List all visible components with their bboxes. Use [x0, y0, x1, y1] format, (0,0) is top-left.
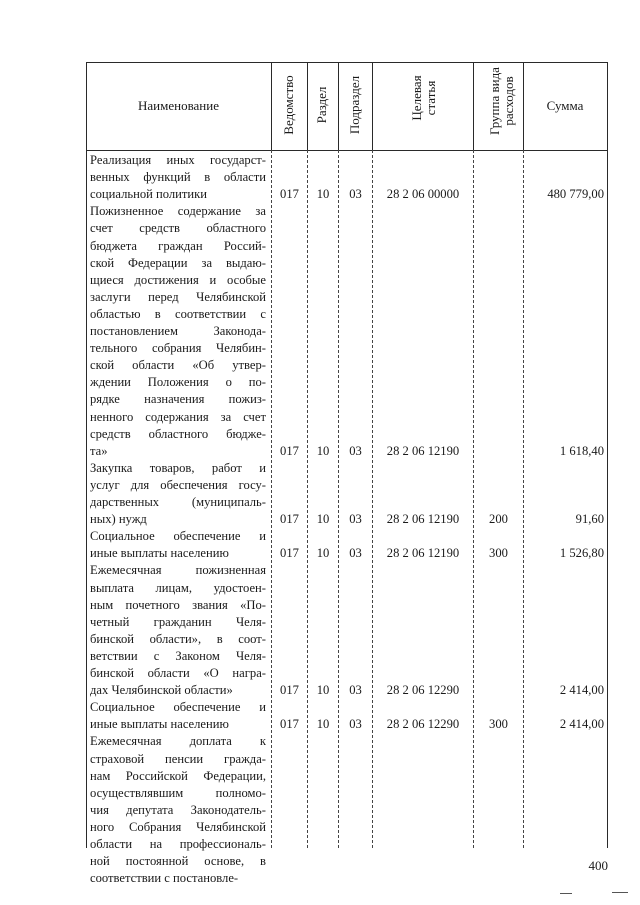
scan-mark: [612, 892, 628, 893]
row-name-line: щиеся достижения и особые: [90, 272, 266, 287]
row-summa: 480 779,00: [547, 187, 604, 202]
row-name-line: осуществлявшим полномо-: [90, 785, 266, 800]
row-name-line: услуг для обеспечения госу-: [90, 477, 266, 492]
row-podrazdel: 03: [349, 717, 362, 732]
row-name-line: чия депутата Законодатель-: [90, 802, 266, 817]
row-name-line: выплата лицам, удостоен-: [90, 580, 266, 595]
row-podrazdel: 03: [349, 443, 362, 458]
page-number: 400: [588, 858, 608, 873]
header-podrazdel: Подраздел: [347, 75, 362, 135]
row-name-line: ных) нужд: [90, 512, 147, 527]
header-name-label: Наименование: [138, 98, 219, 113]
budget-table: [86, 62, 608, 886]
row-name-line: постановлением Законода-: [90, 324, 266, 338]
row-gruppa: 300: [489, 546, 508, 561]
header-summa-label: Сумма: [546, 98, 584, 113]
row-name-line: Ежемесячная пожизненная: [90, 563, 266, 578]
row-celevaya: 28 2 06 00000: [386, 187, 460, 202]
row-podrazdel: 03: [349, 546, 362, 561]
row-name-line: Социальное обеспечение и: [90, 700, 266, 715]
row-celevaya: 28 2 06 12290: [386, 717, 460, 732]
row-name-line: Ежемесячная доплата к: [90, 734, 266, 749]
header-bottom-border: [86, 150, 608, 151]
row-name-line: иные выплаты населению: [90, 546, 229, 561]
scan-mark: [560, 893, 572, 894]
row-name-line: ного Собрания Челябинской: [90, 819, 266, 834]
row-name-line: ской области «Об утвер-: [90, 358, 266, 373]
header-celevaya-1: Целевая: [409, 75, 424, 121]
header-divider: [372, 62, 373, 150]
row-razdel: 10: [316, 717, 330, 732]
row-summa: 91,60: [575, 512, 604, 527]
row-name-line: венных функций в области: [90, 170, 266, 185]
row-name-line: ной постоянной основе, в: [90, 854, 266, 869]
row-name-line: заслуги перед Челябинской: [90, 289, 266, 304]
row-ved: 017: [280, 187, 299, 202]
row-name-line: тельного собрания Челябин-: [90, 341, 266, 356]
table-left-border: [86, 62, 87, 848]
row-razdel: 10: [316, 187, 330, 202]
row-name-line: дах Челябинской области»: [90, 683, 233, 698]
row-summa: 1 618,40: [559, 443, 604, 458]
row-celevaya: 28 2 06 12190: [386, 512, 460, 527]
row-name-line: Социальное обеспечение и: [90, 529, 266, 544]
row-name-line: областью в соответствии с: [90, 306, 266, 321]
row-name-line: та»: [90, 443, 108, 458]
row-name-line: Реализация иных государст-: [90, 153, 266, 167]
row-name-line: ным почетного звания «По-: [90, 597, 266, 612]
table-right-border: [607, 62, 608, 848]
header-divider: [338, 62, 339, 150]
column-divider: [473, 150, 474, 848]
column-divider: [372, 150, 373, 848]
row-name-line: Пожизненное содержание за: [90, 204, 266, 219]
row-razdel: 10: [316, 546, 330, 561]
row-name-line: ской Федерации за выдаю-: [90, 255, 266, 270]
row-gruppa: 300: [489, 717, 508, 732]
row-ved: 017: [280, 683, 299, 698]
row-name-line: страховой пенсии гражда-: [90, 751, 266, 766]
header-divider: [307, 62, 308, 150]
row-podrazdel: 03: [349, 187, 362, 202]
row-name-line: области на профессиональ-: [90, 837, 266, 851]
row-name-line: счет средств областного: [90, 221, 266, 236]
row-name-line: социальной политики: [90, 187, 208, 202]
row-name-line: Закупка товаров, работ и: [90, 460, 266, 475]
column-divider: [523, 150, 524, 848]
header-gruppa-1: Группа вида: [487, 67, 502, 135]
row-celevaya: 28 2 06 12190: [386, 443, 460, 458]
row-name-line: бинской области», в соот-: [90, 631, 266, 646]
row-summa: 1 526,80: [559, 546, 604, 561]
row-summa: 2 414,00: [559, 717, 604, 732]
row-name-line: четный гражданин Челя-: [90, 614, 266, 629]
row-celevaya: 28 2 06 12190: [386, 546, 460, 561]
row-name-line: ветствии с Законом Челя-: [90, 648, 266, 663]
row-razdel: 10: [316, 443, 330, 458]
column-divider: [271, 150, 272, 848]
header-name: [86, 62, 271, 150]
row-podrazdel: 03: [349, 512, 362, 527]
row-name-line: ждении Положения о по-: [90, 375, 266, 390]
header-divider: [271, 62, 272, 150]
row-ved: 017: [280, 443, 299, 458]
row-name-line: средств областного бюдже-: [90, 426, 266, 441]
row-ved: 017: [280, 512, 299, 527]
header-razdel: Раздел: [314, 86, 329, 124]
row-podrazdel: 03: [349, 683, 362, 698]
row-name-line: бюджета граждан Россий-: [90, 238, 266, 253]
row-name-line: иные выплаты населению: [90, 717, 229, 732]
row-name-line: бинской области «О награ-: [90, 666, 266, 680]
column-divider: [307, 150, 308, 848]
row-summa: 2 414,00: [559, 683, 604, 698]
column-divider: [338, 150, 339, 848]
row-celevaya: 28 2 06 12290: [386, 683, 460, 698]
row-name-line: ненного содержания за счет: [90, 409, 266, 424]
row-name-line: нам Российской Федерации,: [90, 768, 266, 783]
row-razdel: 10: [316, 512, 330, 527]
header-celevaya-2: статья: [423, 80, 438, 116]
row-name-line: соответствии с постановле-: [90, 871, 239, 886]
row-name-line: дарственных (муниципаль-: [90, 495, 266, 509]
header-vedomstvo: Ведомство: [281, 75, 296, 135]
header-divider: [473, 62, 474, 150]
header-summa: [523, 62, 607, 150]
row-ved: 017: [280, 717, 299, 732]
header-gruppa-2: расходов: [501, 76, 516, 126]
row-ved: 017: [280, 546, 299, 561]
row-name-line: рядке назначения пожиз-: [90, 392, 266, 407]
row-gruppa: 200: [489, 512, 508, 527]
row-razdel: 10: [316, 683, 330, 698]
